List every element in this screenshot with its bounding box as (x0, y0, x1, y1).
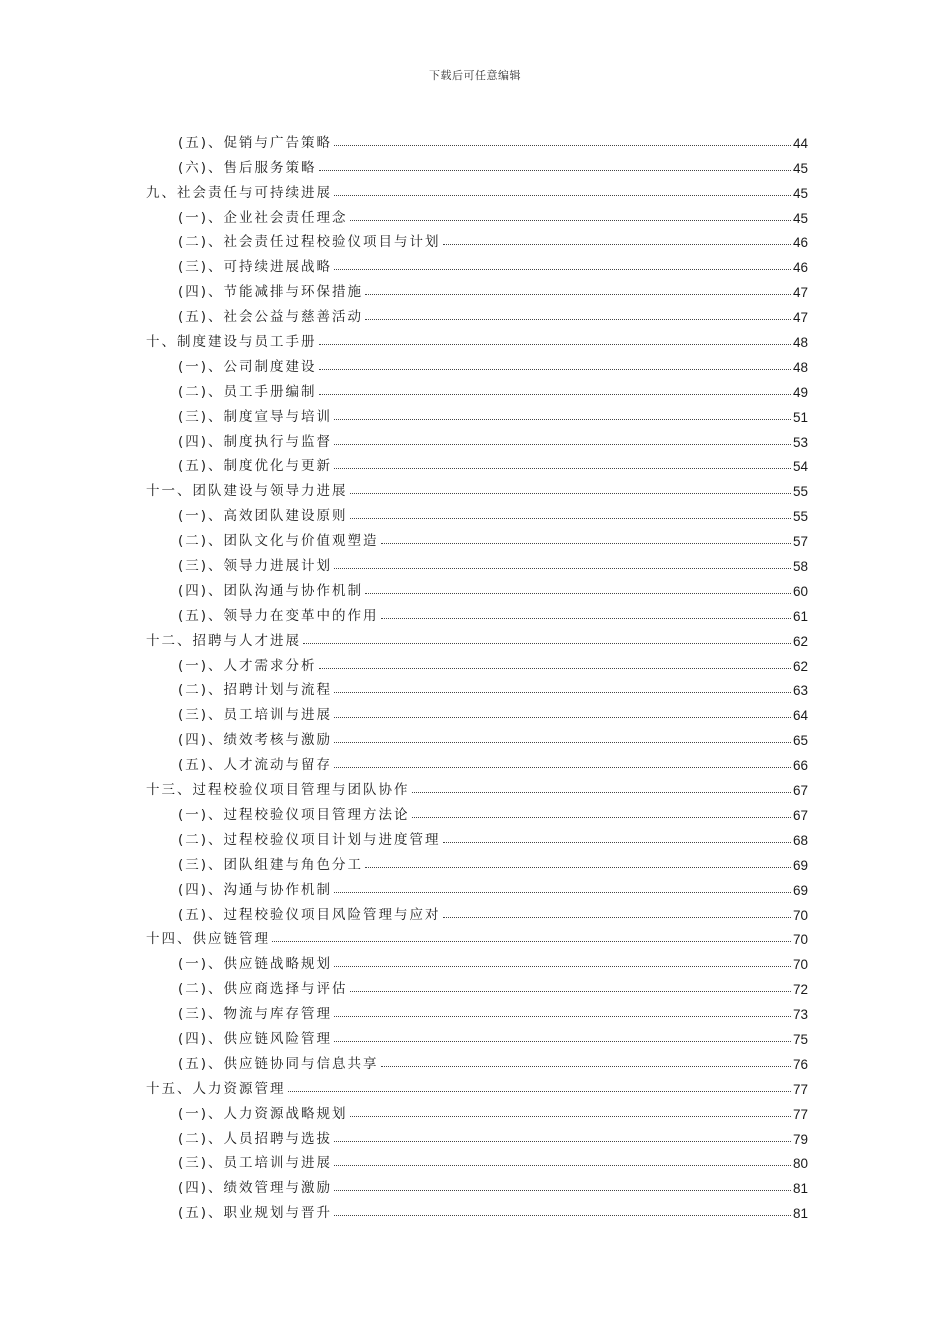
toc-entry[interactable] (146, 798, 808, 823)
toc-entry-label: (四)、沟通与协作机制 (178, 881, 333, 898)
toc-entry-label: (四)、制度执行与监督 (178, 433, 333, 450)
toc-leader-dots (381, 617, 791, 619)
toc-leader-dots (334, 567, 791, 569)
toc-entry-label: 十、制度建设与员工手册 (146, 334, 317, 351)
toc-entry[interactable] (146, 674, 808, 699)
toc-entry-label: 十三、过程校验仪项目管理与团队协作 (146, 782, 410, 799)
toc-entry-label: 十一、团队建设与领导力进展 (146, 483, 348, 500)
toc-entry[interactable] (146, 748, 808, 773)
page-header: 下载后可任意编辑 (429, 69, 521, 82)
toc-entry-page-number: 46 (792, 260, 808, 276)
toc-entry[interactable] (146, 898, 808, 923)
toc-leader-dots (365, 293, 791, 295)
toc-leader-dots (350, 990, 791, 992)
toc-leader-dots (412, 816, 791, 818)
toc-entry[interactable] (146, 201, 808, 226)
toc-leader-dots (381, 542, 791, 544)
toc-entry-label: (三)、员工培训与进展 (178, 707, 333, 724)
toc-entry-label: (二)、人员招聘与选拔 (178, 1130, 333, 1147)
toc-entry-label: (三)、可持续进展战略 (178, 259, 333, 276)
toc-entry-label: (一)、供应链战略规划 (178, 956, 333, 973)
toc-entry-label: (四)、绩效考核与激励 (178, 732, 333, 749)
toc-leader-dots (443, 841, 791, 843)
toc-entry[interactable] (146, 873, 808, 898)
toc-leader-dots (319, 169, 791, 171)
toc-entry-label: (五)、过程校验仪项目风险管理与应对 (178, 906, 441, 923)
toc-leader-dots (334, 443, 791, 445)
toc-entry[interactable] (146, 1171, 808, 1196)
toc-entry-page-number: 45 (792, 160, 808, 176)
toc-entry-label: (五)、制度优化与更新 (178, 458, 333, 475)
toc-entry[interactable] (146, 574, 808, 599)
toc-entry-page-number: 47 (792, 310, 808, 326)
toc-entry[interactable] (146, 649, 808, 674)
toc-leader-dots (334, 965, 791, 967)
toc-entry-label: (一)、人力资源战略规划 (178, 1105, 348, 1122)
toc-entry-label: (五)、职业规划与晋升 (178, 1205, 333, 1222)
toc-leader-dots (334, 716, 791, 718)
toc-entry-page-number: 76 (792, 1056, 808, 1072)
table-of-contents (146, 126, 808, 1221)
toc-entry-label: (一)、过程校验仪项目管理方法论 (178, 806, 410, 823)
toc-leader-dots (365, 866, 791, 868)
toc-entry-label: 十二、招聘与人才进展 (146, 632, 301, 649)
toc-leader-dots (334, 144, 791, 146)
toc-leader-dots (334, 268, 791, 270)
toc-entry-page-number: 58 (792, 559, 808, 575)
toc-entry-page-number: 45 (792, 210, 808, 226)
toc-entry-page-number: 46 (792, 235, 808, 251)
toc-entry-label: (一)、高效团队建设原则 (178, 508, 348, 525)
toc-entry[interactable] (146, 226, 808, 251)
toc-entry-label: (三)、物流与库存管理 (178, 1006, 333, 1023)
toc-leader-dots (334, 467, 791, 469)
toc-leader-dots (334, 766, 791, 768)
toc-entry-label: 十四、供应链管理 (146, 931, 270, 948)
toc-entry[interactable] (146, 474, 808, 499)
toc-leader-dots (319, 667, 791, 669)
toc-entry-page-number: 80 (792, 1156, 808, 1172)
toc-entry-page-number: 70 (792, 957, 808, 973)
toc-entry-page-number: 64 (792, 708, 808, 724)
toc-entry-label: (四)、团队沟通与协作机制 (178, 582, 364, 599)
toc-entry[interactable] (146, 823, 808, 848)
toc-entry-page-number: 62 (792, 633, 808, 649)
toc-entry-label: (二)、社会责任过程校验仪项目与计划 (178, 234, 441, 251)
toc-leader-dots (303, 642, 791, 644)
toc-entry-page-number: 51 (792, 409, 808, 425)
toc-entry-page-number: 73 (792, 1007, 808, 1023)
toc-entry-label: 九、社会责任与可持续进展 (146, 184, 332, 201)
toc-entry[interactable] (146, 923, 808, 948)
toc-entry[interactable] (146, 1047, 808, 1072)
toc-entry[interactable] (146, 549, 808, 574)
toc-entry-page-number: 77 (792, 1081, 808, 1097)
toc-entry[interactable] (146, 325, 808, 350)
toc-entry[interactable] (146, 524, 808, 549)
toc-leader-dots (412, 791, 791, 793)
toc-leader-dots (319, 393, 791, 395)
toc-entry-label: (三)、团队组建与角色分工 (178, 856, 364, 873)
toc-entry-page-number: 57 (792, 534, 808, 550)
toc-entry-page-number: 48 (792, 359, 808, 375)
toc-leader-dots (334, 1015, 791, 1017)
toc-leader-dots (365, 592, 791, 594)
toc-entry[interactable] (146, 997, 808, 1022)
toc-entry-page-number: 44 (792, 135, 808, 151)
toc-entry-page-number: 81 (792, 1181, 808, 1197)
toc-leader-dots (443, 243, 791, 245)
toc-leader-dots (443, 916, 791, 918)
toc-leader-dots (288, 1090, 791, 1092)
toc-entry-page-number: 81 (792, 1206, 808, 1222)
toc-leader-dots (334, 741, 791, 743)
toc-entry-page-number: 60 (792, 583, 808, 599)
toc-entry-label: (五)、促销与广告策略 (178, 134, 333, 151)
toc-entry[interactable] (146, 1122, 808, 1147)
toc-entry-label: (四)、节能减排与环保措施 (178, 284, 364, 301)
toc-entry[interactable] (146, 176, 808, 201)
toc-entry-page-number: 70 (792, 932, 808, 948)
toc-entry[interactable] (146, 1072, 808, 1097)
toc-entry[interactable] (146, 450, 808, 475)
toc-leader-dots (334, 691, 791, 693)
toc-leader-dots (319, 368, 791, 370)
toc-entry[interactable] (146, 400, 808, 425)
toc-entry-page-number: 62 (792, 658, 808, 674)
toc-leader-dots (334, 1189, 791, 1191)
toc-entry[interactable] (146, 698, 808, 723)
toc-entry-page-number: 69 (792, 882, 808, 898)
toc-entry[interactable] (146, 151, 808, 176)
toc-entry-page-number: 72 (792, 982, 808, 998)
toc-entry[interactable] (146, 773, 808, 798)
toc-entry-page-number: 65 (792, 733, 808, 749)
toc-entry-label: (三)、员工培训与进展 (178, 1155, 333, 1172)
toc-entry-label: (四)、供应链风险管理 (178, 1030, 333, 1047)
toc-leader-dots (350, 1115, 791, 1117)
toc-entry[interactable] (146, 599, 808, 624)
toc-entry-label: (一)、人才需求分析 (178, 657, 317, 674)
toc-entry-page-number: 69 (792, 857, 808, 873)
toc-entry-page-number: 55 (792, 509, 808, 525)
toc-entry[interactable] (146, 972, 808, 997)
toc-entry-label: (六)、售后服务策略 (178, 159, 317, 176)
toc-leader-dots (350, 492, 791, 494)
toc-entry-label: (一)、公司制度建设 (178, 358, 317, 375)
toc-entry[interactable] (146, 499, 808, 524)
toc-leader-dots (334, 1214, 791, 1216)
toc-leader-dots (334, 1164, 791, 1166)
toc-leader-dots (334, 194, 791, 196)
toc-entry-label: (五)、人才流动与留存 (178, 757, 333, 774)
toc-entry[interactable] (146, 1147, 808, 1172)
toc-entry[interactable] (146, 275, 808, 300)
toc-leader-dots (334, 418, 791, 420)
toc-entry[interactable] (146, 425, 808, 450)
toc-entry-page-number: 67 (792, 807, 808, 823)
toc-entry[interactable] (146, 350, 808, 375)
toc-entry-page-number: 48 (792, 335, 808, 351)
toc-entry[interactable] (146, 947, 808, 972)
toc-entry-page-number: 61 (792, 608, 808, 624)
toc-entry-page-number: 63 (792, 683, 808, 699)
toc-entry-label: (四)、绩效管理与激励 (178, 1180, 333, 1197)
toc-entry[interactable] (146, 723, 808, 748)
toc-entry-label: (五)、供应链协同与信息共享 (178, 1055, 379, 1072)
toc-entry[interactable] (146, 250, 808, 275)
toc-entry-label: (二)、招聘计划与流程 (178, 682, 333, 699)
toc-entry-label: (五)、领导力在变革中的作用 (178, 607, 379, 624)
toc-entry[interactable] (146, 375, 808, 400)
toc-leader-dots (350, 219, 791, 221)
toc-entry[interactable] (146, 1097, 808, 1122)
toc-entry-page-number: 67 (792, 783, 808, 799)
toc-entry-label: (二)、过程校验仪项目计划与进度管理 (178, 831, 441, 848)
toc-entry-label: (三)、制度宣导与培训 (178, 408, 333, 425)
toc-entry-page-number: 75 (792, 1031, 808, 1047)
toc-entry[interactable] (146, 624, 808, 649)
toc-leader-dots (365, 318, 791, 320)
toc-entry[interactable] (146, 300, 808, 325)
toc-entry-label: (一)、企业社会责任理念 (178, 209, 348, 226)
toc-entry-page-number: 79 (792, 1131, 808, 1147)
toc-leader-dots (350, 517, 791, 519)
toc-entry-label: (二)、供应商选择与评估 (178, 981, 348, 998)
toc-entry-page-number: 70 (792, 907, 808, 923)
toc-leader-dots (334, 1040, 791, 1042)
toc-entry[interactable] (146, 848, 808, 873)
toc-entry-page-number: 55 (792, 484, 808, 500)
toc-entry-page-number: 54 (792, 459, 808, 475)
toc-entry[interactable] (146, 1196, 808, 1221)
toc-leader-dots (272, 940, 791, 942)
toc-entry[interactable] (146, 1022, 808, 1047)
toc-entry-page-number: 45 (792, 185, 808, 201)
toc-entry-page-number: 49 (792, 384, 808, 400)
toc-entry-page-number: 66 (792, 758, 808, 774)
toc-entry-label: (三)、领导力进展计划 (178, 558, 333, 575)
toc-entry-page-number: 77 (792, 1106, 808, 1122)
toc-leader-dots (319, 343, 791, 345)
toc-leader-dots (334, 891, 791, 893)
toc-entry-page-number: 53 (792, 434, 808, 450)
toc-entry-page-number: 47 (792, 285, 808, 301)
toc-leader-dots (334, 1140, 791, 1142)
toc-entry-label: (五)、社会公益与慈善活动 (178, 309, 364, 326)
toc-entry-label: 十五、人力资源管理 (146, 1080, 286, 1097)
toc-leader-dots (381, 1065, 791, 1067)
toc-entry-label: (二)、员工手册编制 (178, 383, 317, 400)
toc-entry-label: (二)、团队文化与价值观塑造 (178, 533, 379, 550)
toc-entry[interactable] (146, 126, 808, 151)
toc-entry-page-number: 68 (792, 832, 808, 848)
